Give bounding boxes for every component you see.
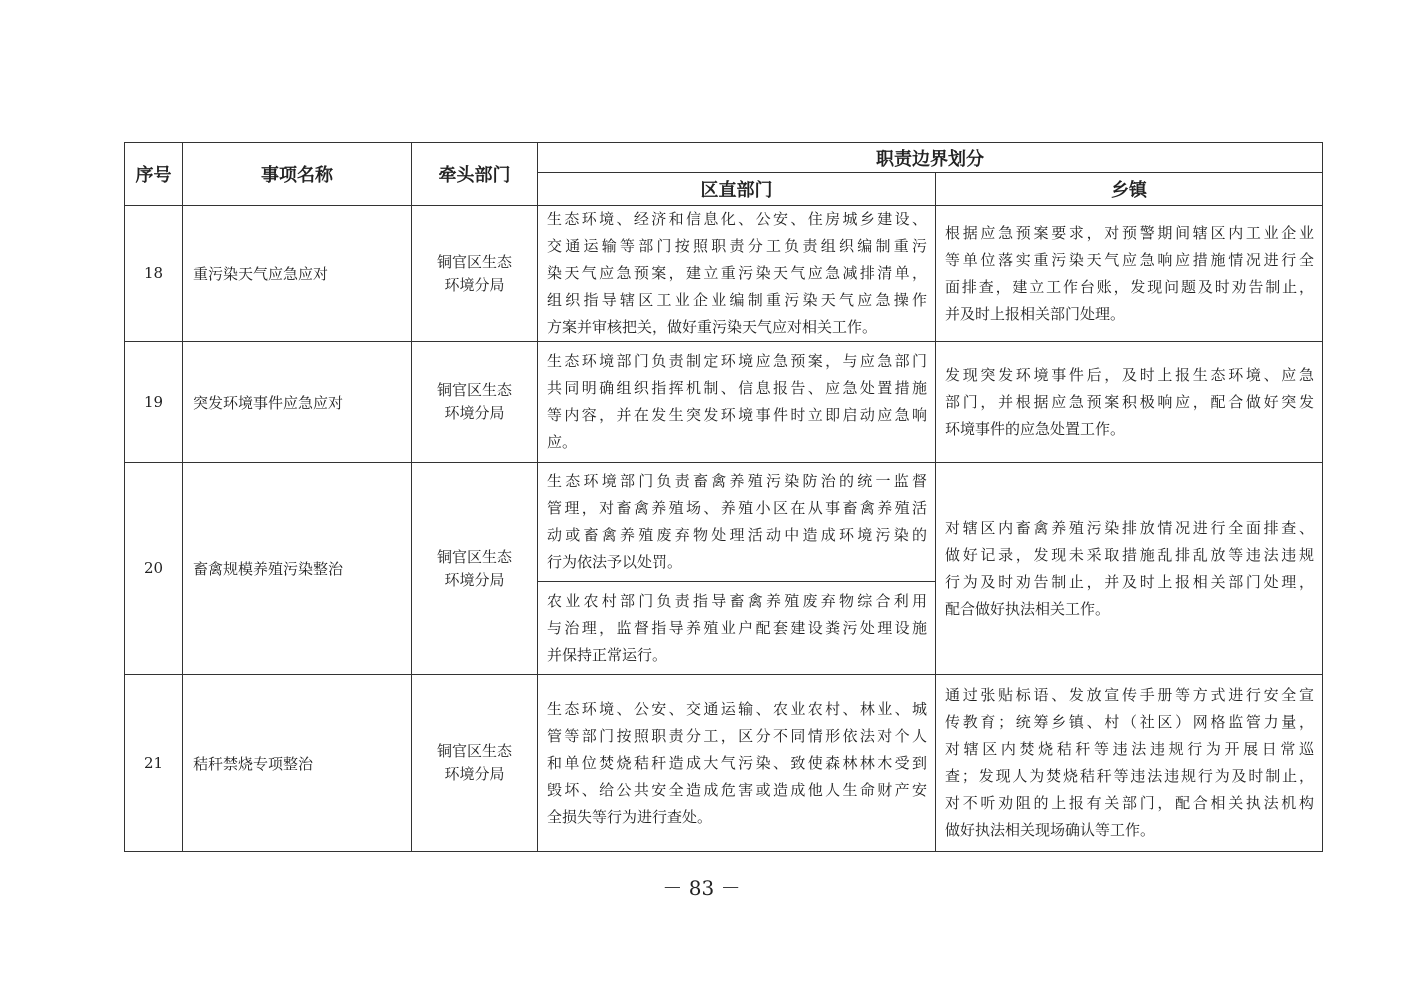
- lead-line: 环境分局: [444, 765, 505, 783]
- district-block: [538, 696, 935, 831]
- lead-line: 环境分局: [444, 570, 505, 589]
- row-item: 秸秆禁烧专项整治: [183, 675, 412, 852]
- table-row: [125, 463, 1323, 675]
- district-block: [538, 206, 935, 341]
- town-block: [936, 220, 1322, 328]
- row-seq: 21: [125, 675, 183, 852]
- row-district: [538, 342, 936, 463]
- row-district: [538, 463, 936, 675]
- text-line: 管理，对畜禽养殖场、养殖小区在从事畜禽养殖活: [547, 499, 927, 517]
- header-seq: 序号: [125, 143, 183, 206]
- text-line: 行为依法予以处罚。: [547, 553, 683, 571]
- text-line: 染天气应急预案，建立重污染天气应急减排清单，: [547, 264, 927, 282]
- text-line: 通过张贴标语、发放宣传手册等方式进行安全宣: [945, 686, 1314, 704]
- table-row: [125, 206, 1323, 342]
- row-item: 突发环境事件应急应对: [183, 342, 412, 463]
- district-block: [538, 463, 935, 581]
- row-town: [936, 342, 1323, 463]
- text-line: 行为及时劝告制止，并及时上报相关部门处理，: [945, 572, 1314, 591]
- header-lead: 牵头部门: [412, 143, 538, 206]
- row-district: [538, 675, 936, 852]
- text-line: 管等部门按照职责分工，区分不同情形依法对个人: [547, 726, 927, 745]
- header-boundary: 职责边界划分: [538, 143, 1323, 173]
- text-line: 和单位焚烧秸秆造成大气污染、致使森林林木受到: [547, 753, 927, 772]
- text-line: 面排查，建立工作台账，发现问题及时劝告制止，: [945, 277, 1314, 296]
- text-line: 动或畜禽养殖废弃物处理活动中造成环境污染的: [547, 526, 927, 544]
- text-line: 做好执法相关现场确认等工作。: [945, 821, 1156, 839]
- text-line: 并保持正常运行。: [547, 645, 668, 664]
- text-line: 全损失等行为进行查处。: [547, 807, 713, 826]
- text-line: 查；发现人为焚烧秸秆等违法违规行为及时制止，: [945, 767, 1314, 785]
- lead-line: 铜官区生态: [436, 742, 512, 760]
- header-town: 乡镇: [936, 173, 1323, 206]
- text-line: 交通运输等部门按照职责分工负责组织编制重污: [547, 237, 927, 255]
- district-block: [538, 581, 935, 674]
- table-row: [125, 675, 1323, 852]
- text-line: 毁坏、给公共安全造成危害或造成他人生命财产安: [547, 780, 927, 799]
- row-seq: 19: [125, 342, 183, 463]
- text-line: 生态环境、经济和信息化、公安、住房城乡建设、: [547, 210, 927, 228]
- text-line: 共同明确组织指挥机制、信息报告、应急处置措施: [547, 379, 927, 397]
- text-line: 生态环境部门负责畜禽养殖污染防治的统一监督: [547, 472, 927, 490]
- row-seq: 20: [125, 463, 183, 675]
- row-item: 畜禽规模养殖污染整治: [183, 463, 412, 675]
- text-line: 组织指导辖区工业企业编制重污染天气应急操作: [547, 291, 927, 309]
- row-seq: 18: [125, 206, 183, 342]
- lead-line: 铜官区生态: [436, 252, 512, 271]
- text-line: 并及时上报相关部门处理。: [945, 304, 1126, 323]
- lead-line: 环境分局: [444, 404, 505, 422]
- text-line: 传教育；统筹乡镇、村（社区）网格监管力量，: [945, 713, 1314, 731]
- text-line: 生态环境部门负责制定环境应急预案，与应急部门: [547, 352, 927, 370]
- text-line: 农业农村部门负责指导畜禽养殖废弃物综合利用: [547, 591, 927, 610]
- text-line: 根据应急预案要求，对预警期间辖区内工业企业: [945, 223, 1314, 242]
- row-lead: [412, 675, 538, 852]
- responsibility-table: [124, 142, 1323, 852]
- text-line: 部门，并根据应急预案积极响应，配合做好突发: [945, 392, 1314, 411]
- text-line: 发现突发环境事件后，及时上报生态环境、应急: [945, 365, 1314, 384]
- table-row: [125, 342, 1323, 463]
- row-lead: [412, 206, 538, 342]
- town-block: [936, 515, 1322, 623]
- text-line: 等单位落实重污染天气应急响应措施情况进行全: [945, 250, 1314, 269]
- town-block: [936, 362, 1322, 443]
- text-line: 配合做好执法相关工作。: [945, 599, 1111, 618]
- row-lead: [412, 342, 538, 463]
- text-line: 生态环境、公安、交通运输、农业农村、林业、城: [547, 699, 927, 718]
- page-number: － 83 －: [662, 876, 741, 900]
- text-line: 等内容，并在发生突发环境事件时立即启动应急响: [547, 406, 927, 424]
- text-line: 对辖区内畜禽养殖污染排放情况进行全面排查、: [945, 518, 1314, 537]
- text-line: 对辖区内焚烧秸秆等违法违规行为开展日常巡: [945, 740, 1314, 758]
- row-lead: [412, 463, 538, 675]
- text-line: 做好记录，发现未采取措施乱排乱放等违法违规: [945, 545, 1314, 564]
- lead-line: 环境分局: [444, 275, 505, 294]
- district-block: [538, 348, 935, 456]
- header-district: 区直部门: [538, 173, 936, 206]
- lead-line: 铜官区生态: [436, 547, 512, 566]
- row-town: [936, 675, 1323, 852]
- text-line: 与治理，监督指导养殖业户配套建设粪污处理设施: [547, 618, 927, 637]
- text-line: 对不听劝阻的上报有关部门，配合相关执法机构: [945, 794, 1314, 812]
- lead-line: 铜官区生态: [436, 381, 512, 399]
- row-town: [936, 206, 1323, 342]
- text-line: 方案并审核把关，做好重污染天气应对相关工作。: [547, 318, 878, 336]
- text-line: 环境事件的应急处置工作。: [945, 419, 1126, 438]
- text-line: 应。: [547, 433, 578, 451]
- row-item: 重污染天气应急应对: [183, 206, 412, 342]
- row-district: [538, 206, 936, 342]
- row-town: [936, 463, 1323, 675]
- header-item: 事项名称: [183, 143, 412, 206]
- town-block: [936, 682, 1322, 844]
